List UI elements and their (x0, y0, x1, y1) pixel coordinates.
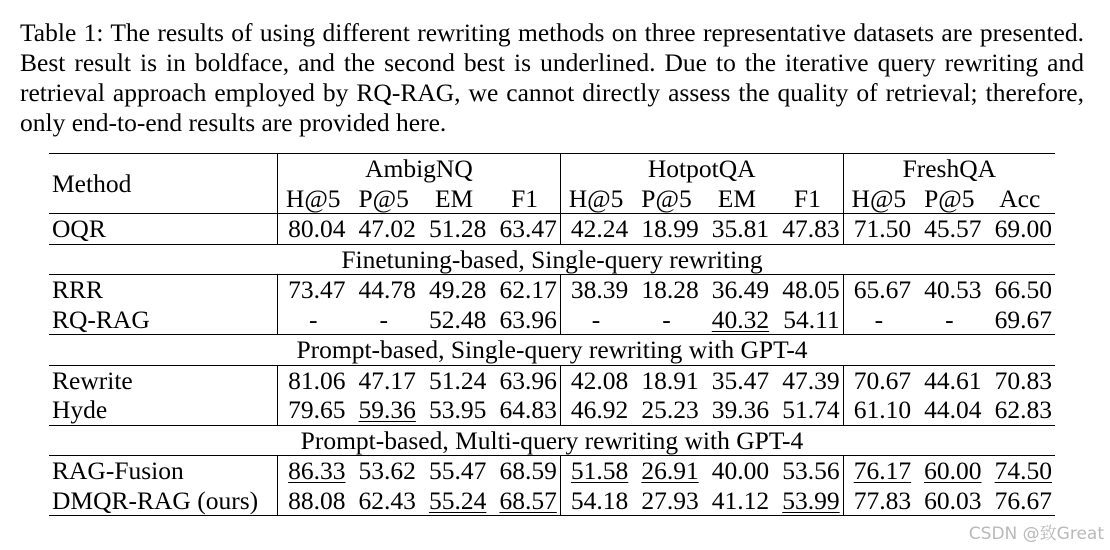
value-cell: 65.67 (843, 275, 914, 305)
value-cell: 74.50 (985, 456, 1055, 486)
value-cell: 51.58 (560, 456, 631, 486)
value-cell: 53.99 (772, 486, 843, 516)
value-cell: - (843, 305, 914, 335)
table-row (49, 305, 1055, 335)
col-header: F1 (511, 183, 539, 213)
value-cell: 47.02 (348, 214, 418, 245)
value-cell: 39.36 (711, 395, 770, 424)
table-row (49, 275, 1055, 305)
watermark-text: CSDN @致Great (968, 524, 1104, 544)
value-cell: 36.49 (702, 275, 772, 305)
section-row (49, 335, 1055, 366)
value-cell: 46.92 (560, 395, 631, 425)
value-cell: 49.28 (419, 275, 489, 305)
group-header-hotpotqa: HotpotQA (560, 154, 843, 184)
value-cell: 40.00 (702, 456, 772, 486)
table-caption: Table 1: The results of using different rewriting methods on three representative datasets are presented. Best result is in boldface, and the second best is underlined. Due to the iterative query rewriting and retrieval approach employed by RQ-RAG, we cannot directly assess the quality of retrieval; therefore, only end-to-end results are provided here. (20, 18, 1084, 137)
value-cell: 70.83 (985, 365, 1055, 395)
value-cell: 77.83 (843, 486, 914, 516)
value-cell: 44.04 (924, 395, 982, 424)
col-header: P@5 (641, 183, 692, 213)
value-cell: 69.67 (994, 304, 1052, 334)
value-cell: 44.61 (914, 365, 984, 395)
value-cell: 53.95 (428, 395, 487, 424)
value-cell: 63.96 (499, 304, 557, 334)
col-header: Acc (999, 183, 1041, 213)
value-cell: 53.62 (348, 456, 418, 486)
value-cell: 53.56 (772, 456, 843, 486)
col-header: H@5 (843, 184, 914, 214)
col-header: F1 (793, 183, 821, 213)
value-cell: 52.48 (428, 304, 487, 334)
method-cell: RRR (49, 275, 278, 305)
value-cell: - (560, 305, 631, 335)
value-cell: 62.83 (994, 395, 1052, 424)
value-cell: 62.17 (489, 275, 560, 305)
value-cell: 63.47 (489, 214, 560, 245)
value-cell: 76.67 (985, 486, 1055, 516)
value-cell: 79.65 (278, 395, 349, 425)
table-row (49, 456, 1055, 486)
value-cell: 59.36 (358, 395, 416, 424)
value-cell: 47.17 (348, 365, 418, 395)
section-row (49, 425, 1055, 456)
method-cell: RAG-Fusion (49, 456, 278, 486)
value-cell: - (379, 304, 388, 334)
value-cell: 62.43 (348, 486, 418, 516)
value-cell: 66.50 (985, 275, 1055, 305)
value-cell: 27.93 (631, 486, 701, 516)
value-cell: 25.23 (641, 395, 699, 424)
value-cell: 51.74 (782, 395, 840, 424)
col-header: H@5 (560, 184, 631, 214)
results-table (49, 153, 1055, 516)
value-cell: 60.00 (914, 456, 984, 486)
value-cell: 26.91 (631, 456, 701, 486)
value-cell: 76.17 (843, 456, 914, 486)
method-cell: DMQR-RAG (ours) (49, 486, 278, 516)
value-cell: 44.78 (348, 275, 418, 305)
section-label: Prompt-based, Multi-query rewriting with GPT-4 (49, 425, 1055, 456)
value-cell: 18.91 (631, 365, 701, 395)
value-cell: 35.47 (702, 365, 772, 395)
value-cell: 18.28 (631, 275, 701, 305)
value-cell: 64.83 (499, 395, 557, 424)
value-cell: 68.57 (489, 486, 560, 516)
value-cell: 63.96 (489, 365, 560, 395)
value-cell: 71.50 (843, 214, 914, 245)
value-cell: 70.67 (843, 365, 914, 395)
value-cell: 81.06 (278, 365, 349, 395)
group-header-ambignq: AmbigNQ (278, 154, 561, 184)
method-cell: OQR (49, 214, 278, 245)
section-row (49, 244, 1055, 275)
value-cell: 54.11 (783, 304, 840, 334)
value-cell: 73.47 (278, 275, 349, 305)
value-cell: 55.24 (419, 486, 489, 516)
method-header: Method (49, 154, 278, 214)
value-cell: - (945, 304, 954, 334)
method-cell: Rewrite (49, 365, 278, 395)
value-cell: 40.53 (914, 275, 984, 305)
method-cell: Hyde (52, 395, 108, 424)
method-cell: RQ-RAG (52, 304, 150, 334)
col-header: EM (717, 183, 757, 213)
table-header-row (49, 154, 1055, 184)
table-row (49, 486, 1055, 516)
value-cell: 45.57 (914, 214, 984, 245)
value-cell: 54.18 (560, 486, 631, 516)
section-label: Prompt-based, Single-query rewriting with GPT-4 (49, 335, 1055, 366)
value-cell: - (662, 304, 671, 334)
value-cell: 69.00 (985, 214, 1055, 245)
value-cell: 35.81 (702, 214, 772, 245)
value-cell: 88.08 (278, 486, 349, 516)
section-label: Finetuning-based, Single-query rewriting (49, 244, 1055, 275)
value-cell: 86.33 (278, 456, 349, 486)
value-cell: 55.47 (419, 456, 489, 486)
table-row (49, 395, 1055, 425)
table-row (49, 214, 1055, 245)
value-cell: 38.39 (560, 275, 631, 305)
value-cell: 42.08 (560, 365, 631, 395)
value-cell: 40.32 (711, 304, 770, 334)
value-cell: 41.12 (702, 486, 772, 516)
value-cell: 60.03 (914, 486, 984, 516)
col-header: P@5 (358, 183, 409, 213)
value-cell: 61.10 (843, 395, 914, 425)
col-header: EM (434, 183, 474, 213)
col-header: H@5 (278, 184, 349, 214)
table-row (49, 365, 1055, 395)
col-header: P@5 (924, 183, 975, 213)
value-cell: 47.83 (772, 214, 843, 245)
value-cell: 80.04 (278, 214, 349, 245)
value-cell: 48.05 (772, 275, 843, 305)
value-cell: 51.24 (419, 365, 489, 395)
value-cell: 47.39 (772, 365, 843, 395)
value-cell: 18.99 (631, 214, 701, 245)
value-cell: 51.28 (419, 214, 489, 245)
value-cell: 42.24 (560, 214, 631, 245)
value-cell: 68.59 (489, 456, 560, 486)
value-cell: - (278, 305, 349, 335)
group-header-freshqa: FreshQA (843, 154, 1055, 184)
